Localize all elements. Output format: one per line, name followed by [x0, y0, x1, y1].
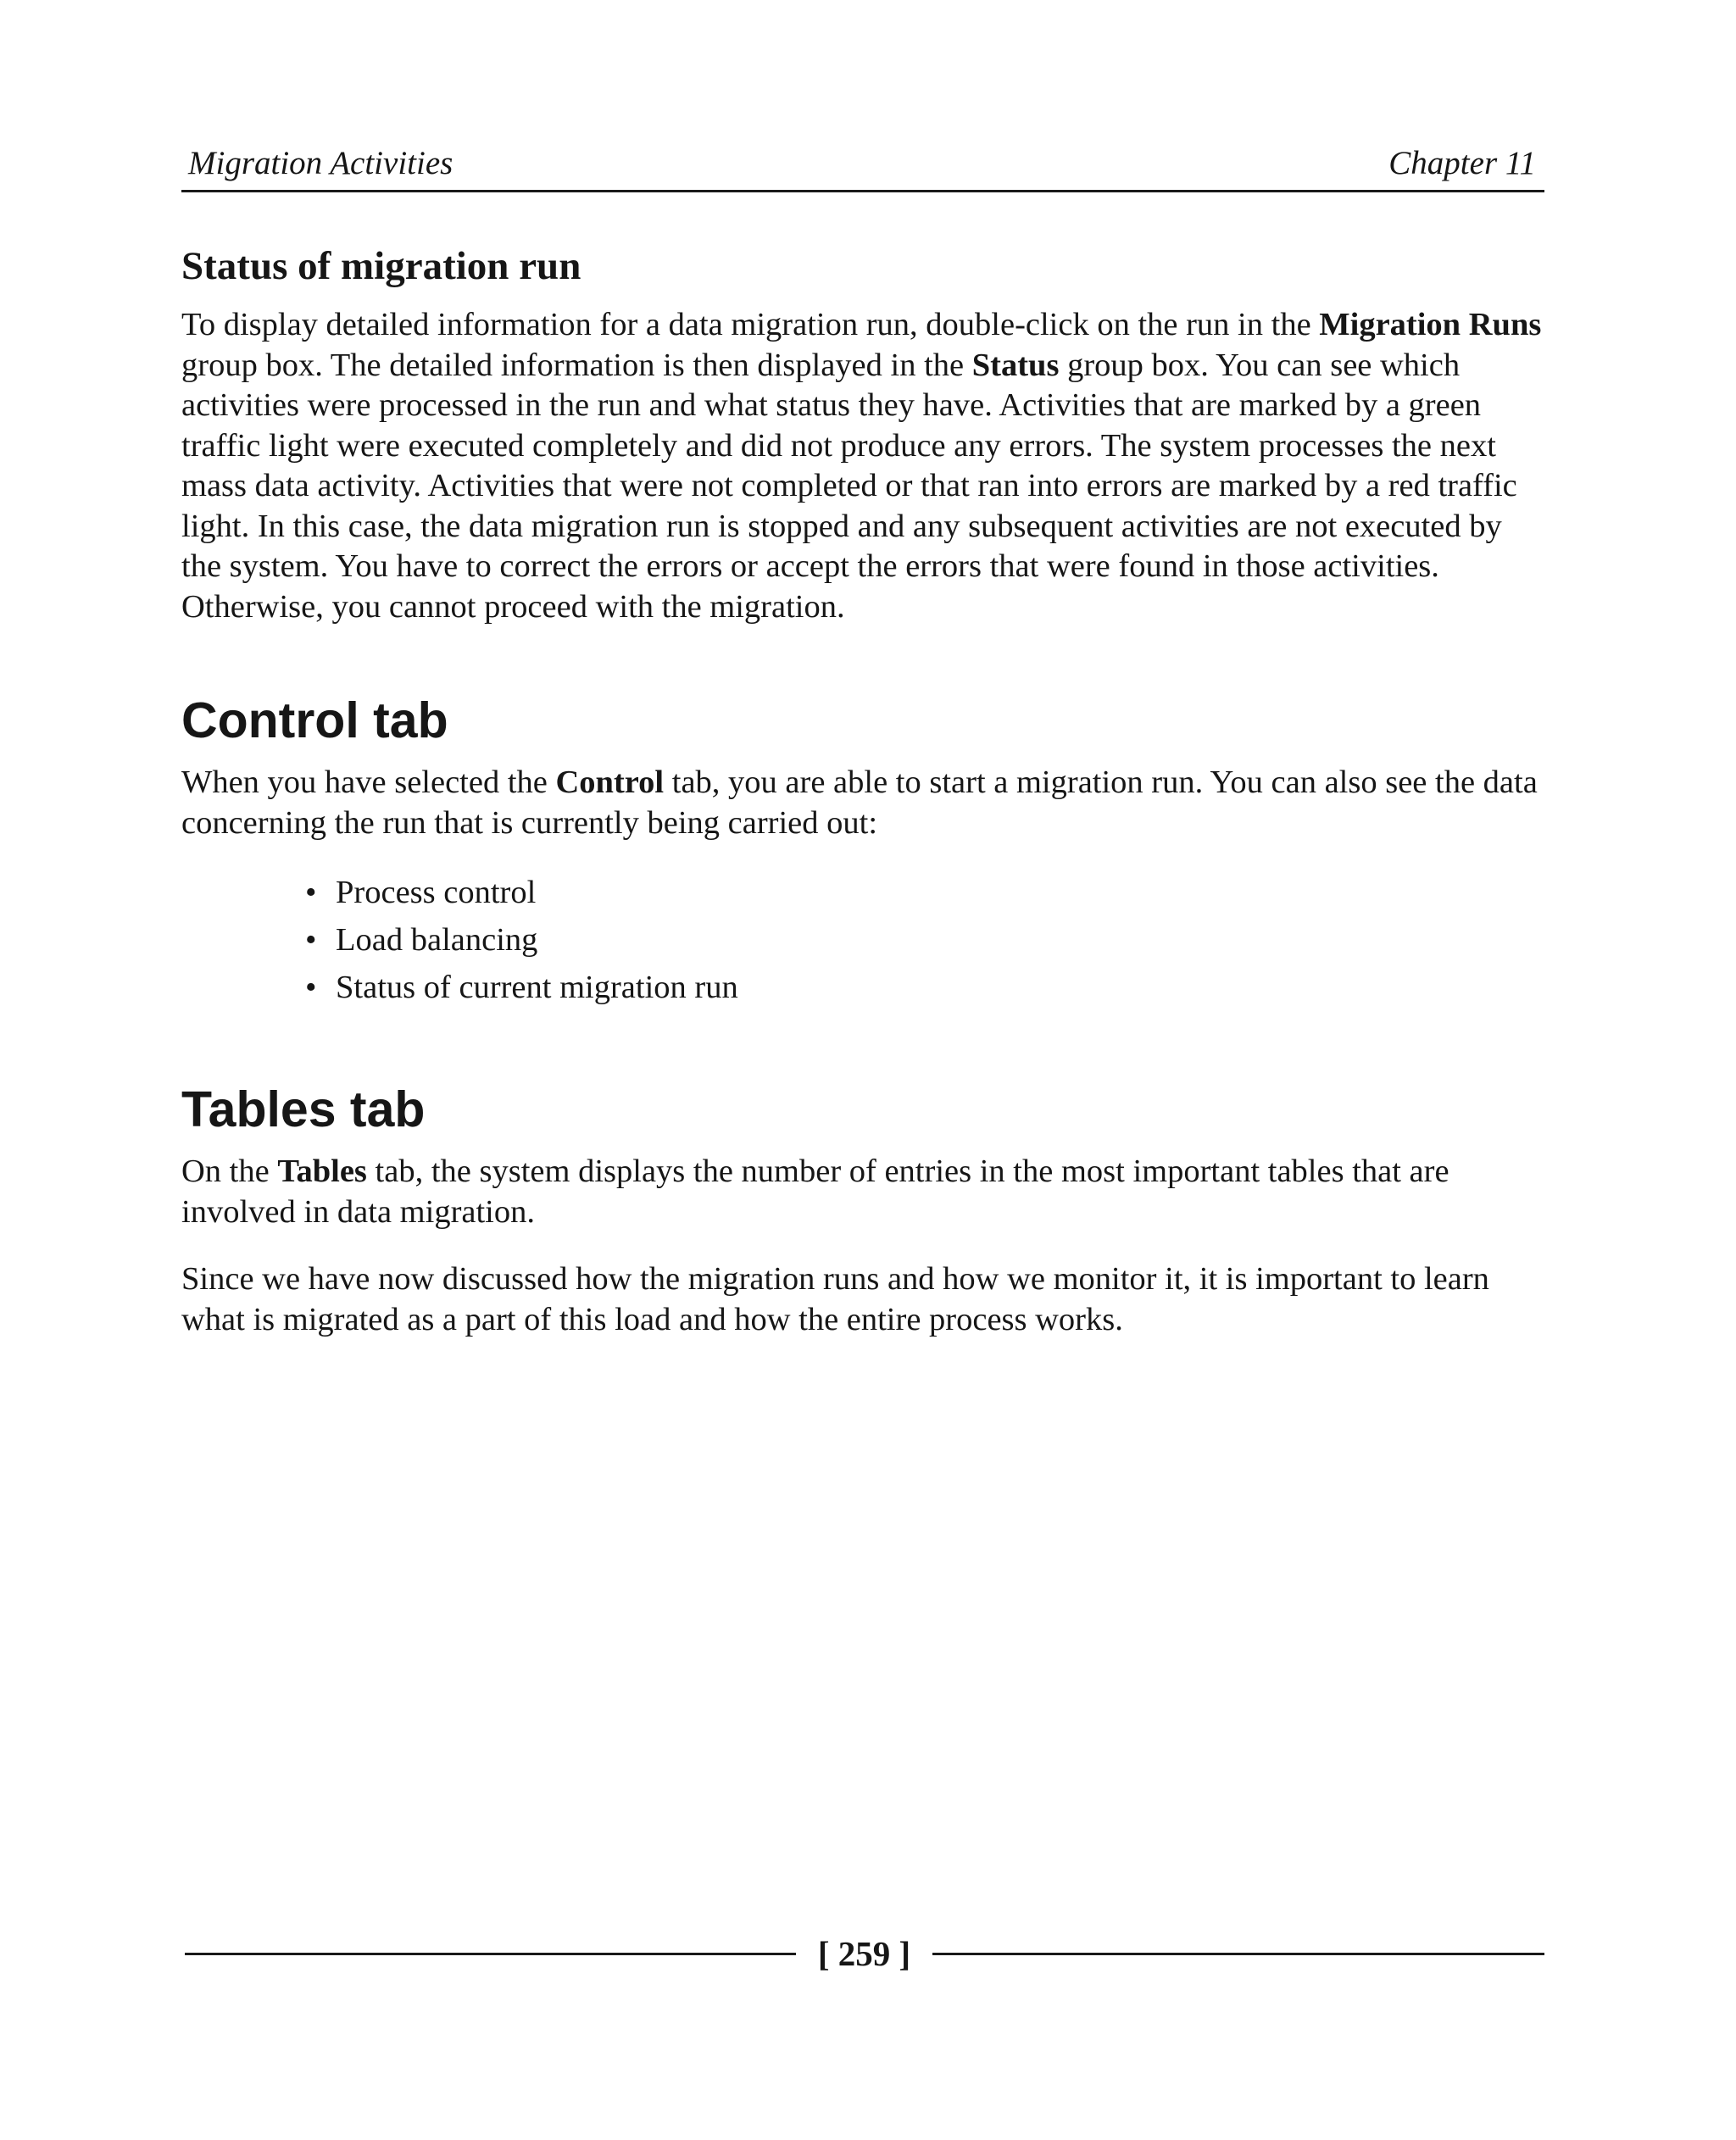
- bullet-icon: •: [305, 922, 317, 958]
- list-item: [305, 869, 1544, 916]
- header-chapter-number: Chapter 11: [1388, 145, 1536, 181]
- list-item-text: Status of current migration run: [336, 970, 738, 1005]
- closing-paragraph: Since we have now discussed how the migration runs and how we monitor it, it is important to learn what is migrated as a part of this load and how the entire process works.: [181, 1261, 1489, 1337]
- text-segment-bold: Migration Runs: [1319, 307, 1542, 342]
- running-header: [181, 142, 1544, 192]
- list-item: [305, 964, 1544, 1011]
- text-segment: On the: [181, 1153, 278, 1189]
- text-segment: group box. You can see which activities were processed in the run and what status they have. Activities that are marked by a green traffic light were executed completely and did not produce any errors. The system processes the next mass data activity. Activities that were not completed or that ran into errors are marked by a red traffic light. In this case, the data migration run is stopped and any subsequent activities are not executed by the system. You have to correct the errors or accept the errors that were found in those activities. Otherwise, you cannot proceed with the migration.: [181, 347, 1517, 625]
- text-segment-bold: Status: [971, 347, 1060, 383]
- control-tab-bullet-list: [181, 869, 1544, 1011]
- status-paragraph: [181, 305, 1544, 627]
- text-segment-bold: Control: [555, 764, 665, 800]
- control-tab-heading: Control tab: [181, 692, 448, 748]
- bullet-icon: •: [305, 875, 317, 910]
- text-segment: When you have selected the: [181, 764, 556, 800]
- page-footer: [185, 1928, 1544, 1979]
- list-item-text: Process control: [336, 875, 537, 910]
- page-content: [181, 239, 1544, 1340]
- footer-rule-left: [185, 1953, 796, 1955]
- text-segment: tab, you are able to start a migration run. You can also see the data concerning the run that is currently being carried out:: [181, 764, 1538, 841]
- tables-tab-heading: Tables tab: [181, 1081, 426, 1137]
- text-segment: group box. The detailed information is then displayed in the: [181, 347, 972, 383]
- list-item: [305, 916, 1544, 964]
- text-segment: tab, the system displays the number of entries in the most important tables that are involved in data migration.: [181, 1153, 1449, 1230]
- bullet-icon: •: [305, 970, 317, 1005]
- status-of-migration-run-heading: Status of migration run: [181, 244, 581, 288]
- text-segment-bold: Tables: [277, 1153, 367, 1189]
- footer-rule-right: [932, 1953, 1544, 1955]
- tables-paragraph: [181, 1152, 1544, 1232]
- header-chapter-title: Migration Activities: [188, 145, 453, 181]
- page-number: [ 259 ]: [817, 1934, 911, 1973]
- text-segment: To display detailed information for a data migration run, double-click on the run in the: [181, 307, 1320, 342]
- control-paragraph: [181, 763, 1544, 843]
- list-item-text: Load balancing: [336, 922, 538, 958]
